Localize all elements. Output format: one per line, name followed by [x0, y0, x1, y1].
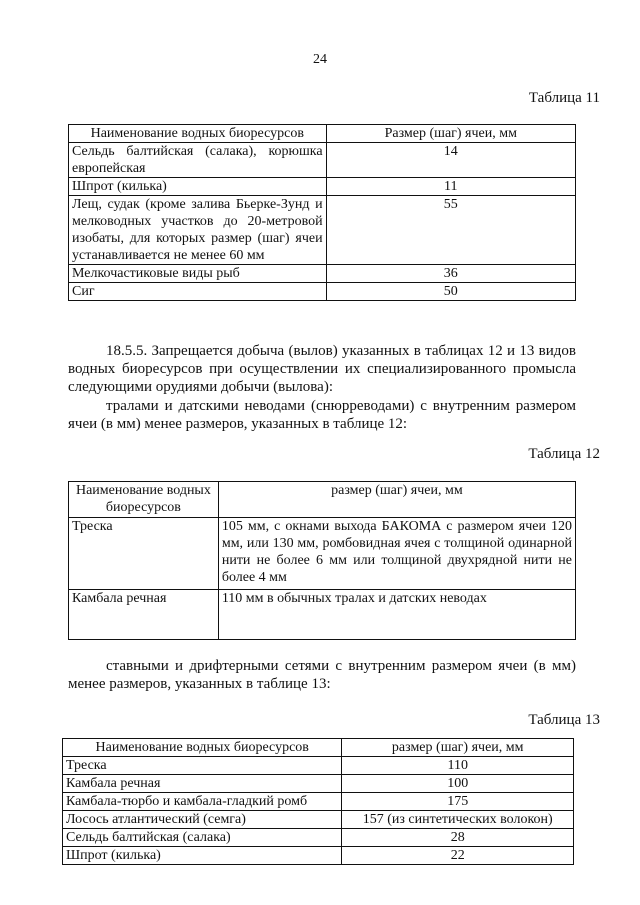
table-row — [69, 265, 576, 283]
table-cell-name: Камбала-тюрбо и камбала-гладкий ромб — [63, 793, 342, 811]
table-cell-size: 110 — [342, 757, 574, 775]
table-row — [69, 283, 576, 301]
table-row — [69, 518, 576, 590]
table-cell-name: Треска — [63, 757, 342, 775]
table-cell-name: Камбала речная — [69, 590, 219, 640]
table-cell-size: 157 (из синтетических волокон) — [342, 811, 574, 829]
table-row — [69, 143, 576, 178]
table-row — [63, 829, 574, 847]
table-cell-name: Мелкочастиковые виды рыб — [69, 265, 327, 283]
paragraph-gillnets: ставными и дрифтерными сетями с внутренним размером ячеи (в мм) менее размеров, указанных в таблице 13: — [68, 658, 576, 692]
table-row — [63, 757, 574, 775]
table-11-header-name: Наименование водных биоресурсов — [69, 125, 327, 143]
table-row — [63, 775, 574, 793]
table-cell-size: 36 — [326, 265, 575, 283]
table-13-header-size: размер (шаг) ячеи, мм — [342, 739, 574, 757]
table-cell-name: Лосось атлантический (семга) — [63, 811, 342, 829]
table-11-header-size: Размер (шаг) ячеи, мм — [326, 125, 575, 143]
table-11 — [68, 124, 576, 301]
table-12-caption: Таблица 12 — [528, 446, 600, 462]
table-13-caption: Таблица 13 — [528, 712, 600, 728]
table-row — [63, 847, 574, 865]
table-row — [69, 196, 576, 265]
table-cell-name: Шпрот (килька) — [63, 847, 342, 865]
table-cell-name: Сельдь балтийская (салака), корюшка европейская — [69, 143, 327, 178]
table-cell-size: 11 — [326, 178, 575, 196]
table-cell-size: 50 — [326, 283, 575, 301]
table-cell-size: 110 мм в обычных тралах и датских неводах — [218, 590, 575, 640]
table-cell-name: Треска — [69, 518, 219, 590]
table-cell-name: Лещ, судак (кроме залива Бьерке-Зунд и мелководных участков до 20-метровой изобаты, для которых размер (шаг) ячеи устанавливается не менее 60 мм — [69, 196, 327, 265]
table-12-header-name: Наименование водных биоресурсов — [69, 482, 219, 518]
paragraph-trawls: тралами и датскими неводами (снюрреводами) с внутренним размером ячеи (в мм) менее размеров, указанных в таблице 12: — [68, 398, 576, 432]
table-cell-name: Сельдь балтийская (салака) — [63, 829, 342, 847]
table-cell-size: 28 — [342, 829, 574, 847]
table-cell-size: 175 — [342, 793, 574, 811]
page-number: 24 — [313, 52, 327, 67]
table-row — [63, 811, 574, 829]
table-cell-size: 100 — [342, 775, 574, 793]
table-13-header-name: Наименование водных биоресурсов — [63, 739, 342, 757]
paragraph-18-5-5: 18.5.5. Запрещается добыча (вылов) указанных в таблицах 12 и 13 видов водных биоресурсов при осуществлении их специализированного промысла следующими орудиями добычи (вылова): — [68, 343, 576, 395]
table-cell-name: Камбала речная — [63, 775, 342, 793]
table-12 — [68, 481, 576, 640]
table-cell-name: Сиг — [69, 283, 327, 301]
table-row — [63, 793, 574, 811]
table-cell-size: 22 — [342, 847, 574, 865]
table-row — [69, 178, 576, 196]
table-cell-size: 55 — [326, 196, 575, 265]
table-12-header-size: размер (шаг) ячеи, мм — [218, 482, 575, 518]
table-cell-name: Шпрот (килька) — [69, 178, 327, 196]
table-cell-size: 14 — [326, 143, 575, 178]
table-row — [69, 590, 576, 640]
table-13 — [62, 738, 574, 865]
table-11-caption: Таблица 11 — [528, 90, 600, 106]
table-cell-size: 105 мм, с окнами выхода БАКОМА с размером ячеи 120 мм, или 130 мм, ромбовидная ячея с толщиной одинарной нити не более 6 мм или толщиной двухрядной нити не более 4 мм — [218, 518, 575, 590]
